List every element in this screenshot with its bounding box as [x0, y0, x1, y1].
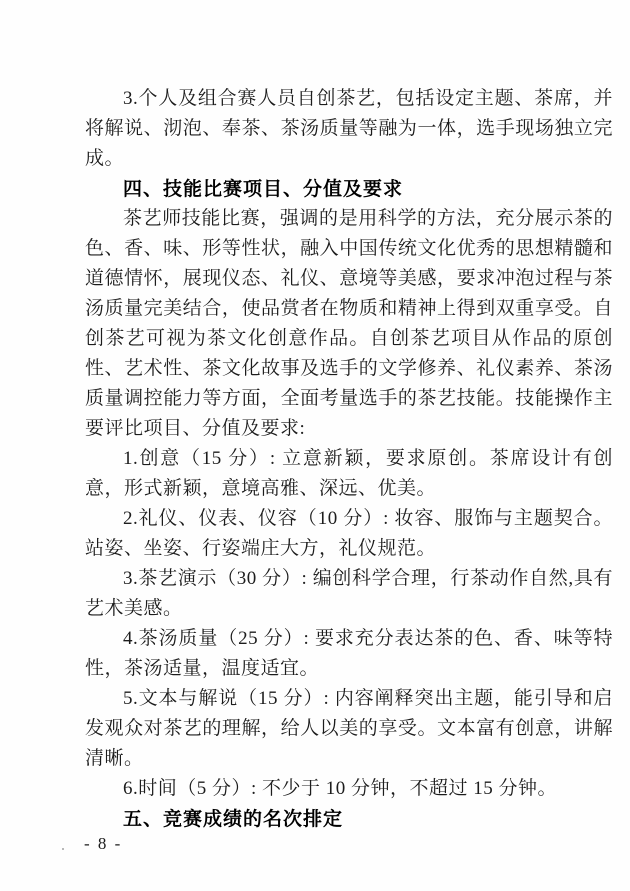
paragraph-score-item-3-demonstration: 3.茶艺演示（30 分）: 编创科学合理，行茶动作自然,具有艺术美感。: [85, 568, 613, 619]
paragraph-score-item-2-etiquette: 2.礼仪、仪表、仪容（10 分）: 妆容、服饰与主题契合。站姿、坐姿、行姿端庄大方，礼仪规范。: [85, 508, 613, 559]
paragraph-skill-competition-overview: 茶艺师技能比赛，强调的是用科学的方法，充分展示茶的色、香、味、形等性状，融入中国传统文化优秀的思想精髓和道德情怀，展现仪态、礼仪、意境等美感，要求冲泡过程与茶汤质量完美结合，使品赏者在物质和精神上得到双重享受。自创茶艺可视为茶文化创意作品。自创茶艺项目从作品的原创性、艺术性、茶文化故事及选手的文学修养、礼仪素养、茶汤质量调控能力等方面，全面考量选手的茶艺技能。技能操作主要评比项目、分值及要求:: [85, 208, 613, 439]
document-body: [85, 84, 613, 834]
paragraph-score-item-1-creativity: 1.创意（15 分）: 立意新颖，要求原创。茶席设计有创意，形式新颖，意境高雅、深远、优美。: [85, 448, 613, 499]
paragraph-score-item-4-tea-quality: 4.茶汤质量（25 分）: 要求充分表达茶的色、香、味等特性，茶汤适量，温度适宜。: [85, 628, 613, 679]
scan-artifact-dot: [62, 848, 64, 850]
section-heading-4-skill-competition: 四、技能比赛项目、分值及要求: [123, 178, 404, 200]
paragraph-score-item-5-narration: 5.文本与解说（15 分）: 内容阐释突出主题，能引导和启发观众对茶艺的理解，给人以美的享受。文本富有创意，讲解清晰。: [85, 688, 613, 769]
page-number: - 8 -: [84, 834, 123, 853]
paragraph-score-item-6-time: 6.时间（5 分）: 不少于 10 分钟，不超过 15 分钟。: [123, 778, 558, 799]
paragraph-item-3-self-created-tea-art: 3.个人及组合赛人员自创茶艺，包括设定主题、茶席，并将解说、沏泡、奉茶、茶汤质量等融为一体，选手现场独立完成。: [85, 88, 613, 169]
section-heading-5-ranking: 五、竞赛成绩的名次排定: [123, 808, 344, 830]
